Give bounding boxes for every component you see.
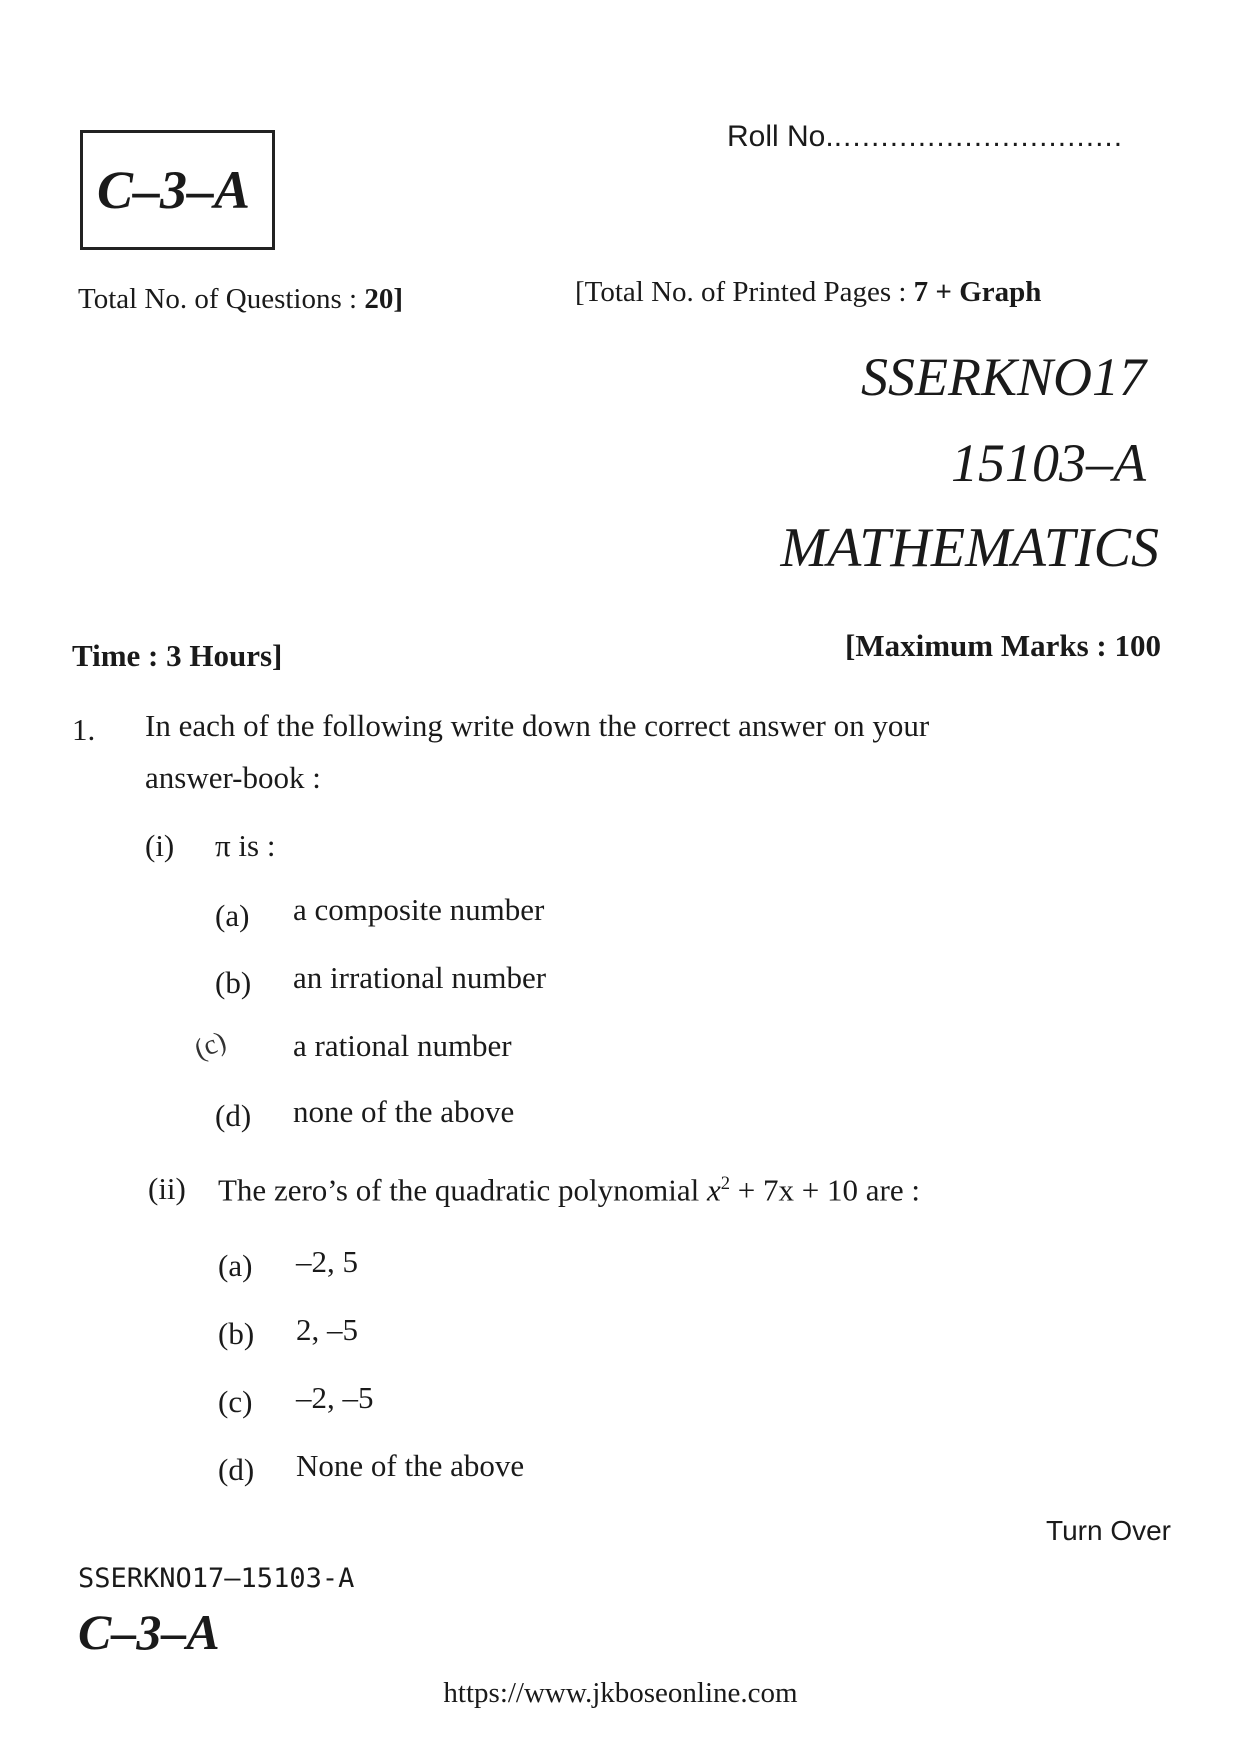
part-ii-label: (ii) — [148, 1171, 186, 1206]
turn-over-note: Turn Over — [1046, 1515, 1171, 1546]
part-ii-prompt-pre: The zero’s of the quadratic polynomial — [218, 1172, 700, 1208]
printed-pages-value: 7 + Graph — [913, 276, 1042, 308]
part-i-prompt: π is : — [215, 828, 276, 863]
option-label: (a) — [218, 1248, 253, 1283]
part-ii-option-b-text: 2, –5 — [296, 1312, 358, 1347]
part-ii-option-c — [218, 1384, 252, 1420]
printed-pages — [575, 276, 1041, 309]
roll-number-field — [727, 120, 1123, 154]
question-1-text-line2: answer-book : — [145, 760, 321, 795]
option-label: (d) — [218, 1452, 255, 1487]
polynomial-variable: x — [706, 1172, 721, 1208]
roll-number-label: Roll No. — [727, 120, 834, 153]
part-i-option-c-scribbled-label — [190, 1026, 230, 1067]
footer-code-big: C–3–A — [78, 1604, 220, 1660]
roll-number-dots: ............................... — [833, 120, 1124, 153]
part-i-option-a-text: a composite number — [293, 892, 545, 927]
source-url[interactable] — [0, 1677, 1241, 1710]
printed-pages-label: [Total No. of Printed Pages : — [575, 276, 907, 308]
part-ii-prompt-post: are : — [865, 1172, 920, 1208]
max-marks-info: [Maximum Marks : 100 — [845, 628, 1161, 663]
option-label: (b) — [218, 1316, 255, 1351]
part-ii-option-b — [218, 1316, 254, 1352]
part-ii-option-d-text: None of the above — [296, 1448, 525, 1483]
polynomial-rest: + 7x + 10 — [737, 1172, 858, 1208]
part-ii-option-a-text: –2, 5 — [296, 1244, 358, 1279]
part-ii-option-d — [218, 1452, 254, 1488]
option-label: (d) — [215, 1098, 252, 1133]
part-i-option-d-text: none of the above — [293, 1094, 515, 1129]
option-label: (c) — [190, 1025, 231, 1066]
part-i-option-a — [215, 898, 249, 934]
question-1-number: 1. — [72, 712, 96, 747]
part-i-option-d — [215, 1098, 251, 1134]
total-questions-value: 20] — [364, 283, 404, 315]
source-url-text[interactable]: https://www.jkboseonline.com — [443, 1677, 798, 1709]
total-questions — [78, 283, 403, 316]
polynomial-exponent: 2 — [720, 1173, 731, 1194]
paper-code-box — [80, 130, 275, 250]
option-label: (c) — [218, 1384, 253, 1419]
part-ii-option-c-text: –2, –5 — [296, 1380, 374, 1415]
option-label: (b) — [215, 965, 252, 1000]
part-i-option-b — [215, 965, 251, 1001]
option-label: (a) — [215, 898, 250, 933]
subject-title: MATHEMATICS — [780, 517, 1159, 579]
paper-code-title: SSERKNO17 — [860, 347, 1146, 407]
part-i-option-c-text: a rational number — [293, 1028, 512, 1063]
paper-code-box-text: C–3–A — [97, 160, 251, 220]
part-ii-option-a — [218, 1248, 252, 1284]
time-info: Time : 3 Hours] — [72, 638, 283, 673]
footer-paper-code: SSERKNO17—15103-A — [78, 1563, 355, 1594]
part-i-option-b-text: an irrational number — [293, 960, 547, 995]
question-1-text-line1: In each of the following write down the correct answer on your — [145, 708, 930, 743]
paper-number-title: 15103–A — [951, 433, 1146, 493]
part-ii-prompt — [218, 1158, 920, 1216]
total-questions-label: Total No. of Questions : — [78, 283, 358, 315]
part-i-label: (i) — [145, 828, 175, 863]
